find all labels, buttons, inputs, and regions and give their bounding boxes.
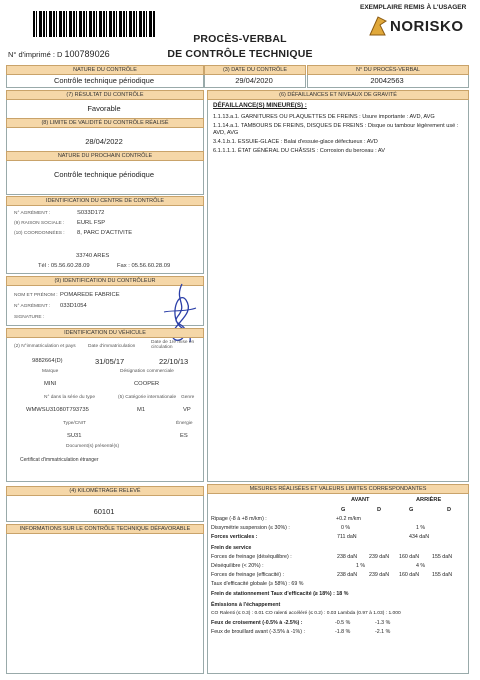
center-agreement: S033D172 — [77, 210, 105, 216]
measures-header: MESURES RÉALISÉES ET VALEURS LIMITES CORRESPONDANTES — [207, 484, 469, 494]
norisko-logo-icon — [368, 15, 388, 37]
table-row: Feux de croisement (-0.5% à -2.5%) : -0.5 % -1.3 % — [211, 620, 391, 626]
registration: 9882664(D) — [32, 358, 63, 364]
vin: WMWSU31080T793735 — [26, 407, 89, 413]
controller-name-label: NOM ET PRÉNOM : — [14, 293, 58, 298]
type: SU31 — [67, 433, 82, 439]
model: COOPER — [134, 381, 160, 387]
energy-label: Énergie — [176, 421, 193, 426]
vehicle-header: IDENTIFICATION DU VÉHICULE — [6, 328, 204, 338]
controller-agreement: 033D1054 — [60, 303, 87, 309]
table-row: Dissymétrie suspension (≤ 30%) : 0 % 1 % — [211, 525, 426, 531]
documents-label: Document(s) présenté(s) — [66, 444, 120, 449]
reg-date-label: Date d'immatriculation — [88, 344, 136, 349]
front-right-label: D — [377, 507, 382, 513]
pv-header: N° DU PROCÈS-VERBAL — [307, 65, 469, 75]
defect-item: 6.1.1.1.1. ÉTAT GÉNÉRAL DU CHÂSSIS : Corrosion du berceau : AV — [213, 148, 385, 154]
brand-logo — [368, 14, 468, 38]
measures-box — [207, 484, 469, 674]
center-header: IDENTIFICATION DU CENTRE DE CONTRÔLE — [6, 196, 204, 206]
table-row: Émissions à l'échappement — [211, 602, 281, 608]
reg-label: (2) N°immatriculation et pays — [14, 344, 76, 349]
nature-value: Contrôle technique périodique — [53, 76, 155, 85]
next-control-header: NATURE DU PROCHAIN CONTRÔLE — [6, 151, 204, 161]
model-label: Désignation commerciale — [120, 369, 174, 374]
date-header: (3) DATE DU CONTRÔLE — [204, 65, 306, 75]
title-line2: DE CONTRÔLE TECHNIQUE — [167, 48, 313, 60]
brand-name: NORISKO — [390, 18, 464, 35]
table-row: Ripage (-8 à +8 m/km) : +0.2 m/km — [211, 516, 361, 522]
first-circ-label: Date de 1re mise en circulation — [151, 340, 195, 350]
barcode — [33, 11, 156, 37]
validity-date: 28/04/2022 — [85, 137, 123, 146]
table-row: Déséquilibre (< 20%) : 1 % 4 % — [211, 563, 426, 569]
document-presented: Certificat d'immatriculation étranger — [20, 457, 99, 463]
info-header: INFORMATIONS SUR LE CONTRÔLE TECHNIQUE DÉFAVORABLE — [6, 524, 204, 534]
pv-number: 20042563 — [370, 76, 404, 85]
category: M1 — [137, 407, 146, 413]
table-row: Frein de stationnement Taux d'efficacité (≥ 18%) : 18 % — [211, 591, 349, 597]
rear-left-label: G — [409, 507, 414, 513]
first-circulation-date: 22/10/13 — [159, 357, 189, 366]
center-fax: Fax : 05.56.60.28.09 — [117, 263, 171, 269]
control-date: 29/04/2020 — [235, 76, 273, 85]
defect-item: 1.1.13.a.1. GARNITURES OU PLAQUETTES DE FREINS : Usure importante : AVD, AVG — [213, 114, 435, 120]
table-row: Forces de freinage (efficacité) : 238 daN 239 daN 160 daN 155 daN — [211, 572, 453, 578]
center-tel: Tél : 05.56.60.28.09 — [38, 263, 90, 269]
controller-header: (9) IDENTIFICATION DU CONTRÔLEUR — [6, 276, 204, 286]
defect-item: 1.1.14.a.1. TAMBOURS DE FREINS, DISQUES DE FREINS : Disque ou tambour légèrement usé : AVD, AVG — [213, 123, 459, 136]
validity-header: (8) LIMITE DE VALIDITÉ DU CONTRÔLE RÉALISÉ — [6, 118, 204, 128]
copy-label: EXEMPLAIRE REMIS À L'USAGER — [360, 4, 467, 11]
result-value: Favorable — [87, 104, 121, 113]
center-city: 33740 ARES — [76, 253, 110, 259]
defects-list — [213, 114, 463, 157]
table-row: Frein de service — [211, 545, 252, 551]
table-row: Taux d'efficacité globale (≥ 58%) : 69 % — [211, 581, 304, 587]
category-label: (5) Catégorie internationale — [118, 395, 177, 400]
rear-label: ARRIÈRE — [416, 497, 442, 503]
next-control-value: Contrôle technique périodique — [53, 170, 155, 179]
center-coords-label: (10) COORDONNÉES : — [14, 231, 65, 236]
type-label: Type/CNIT — [63, 421, 86, 426]
defects-title: DÉFAILLANCE(S) MINEURE(S) : — [213, 102, 307, 109]
nature-header: NATURE DU CONTRÔLE — [6, 65, 204, 75]
registration-date: 31/05/17 — [95, 357, 125, 366]
controller-agreement-label: N° AGRÉMENT : — [14, 304, 51, 309]
front-label: AVANT — [351, 497, 370, 503]
rear-right-label: D — [447, 507, 452, 513]
center-name: EURL FSP — [77, 220, 106, 226]
title-line1: PROCÈS-VERBAL — [193, 33, 287, 45]
energy: ES — [180, 433, 188, 439]
center-address: 8, PARC D'ACTIVITE — [77, 230, 133, 236]
table-row: Forces de freinage (déséquilibre) : 238 daN 239 daN 160 daN 155 daN — [211, 554, 453, 560]
center-name-label: (9) RAISON SOCIALE : — [14, 221, 65, 226]
vin-label: N° dans la série du type — [44, 395, 95, 400]
defects-header: (6) DÉFAILLANCES ET NIVEAUX DE GRAVITÉ — [207, 90, 469, 100]
genre-label: Genre — [181, 395, 195, 400]
center-agreement-label: N° AGRÉMENT : — [14, 211, 51, 216]
table-row: CO Ralenti (≤ 0.3) : 0.01 CO ralenti accéléré (≤ 0.2) : 0.03 Lambda (0.97 à 1.03) : 1.000 — [211, 611, 401, 616]
table-row: Feux de brouillard avant (-3.5% à -1%) : -1.8 % -2.1 % — [211, 629, 391, 635]
result-header: (7) RÉSULTAT DU CONTRÔLE — [6, 90, 204, 100]
genre: VP — [183, 407, 191, 413]
print-number: N° d'imprimé : D 100789026 — [8, 49, 110, 59]
make-label: Marque — [42, 369, 59, 374]
front-left-label: G — [341, 507, 346, 513]
controller-name: POMAREDE FABRICE — [60, 292, 120, 298]
km-header: (4) KILOMÉTRAGE RELEVÉ — [6, 486, 204, 496]
table-row: Forces verticales : 711 daN 434 daN — [211, 534, 430, 540]
defect-item: 3.4.1.b.1. ESSUIE-GLACE : Balai d'essuie-glace défectueux : AVD — [213, 139, 378, 145]
signature-label: SIGNATURE : — [14, 315, 45, 320]
info-box — [6, 524, 204, 674]
km-value: 60101 — [93, 507, 115, 516]
make: MINI — [44, 381, 57, 387]
